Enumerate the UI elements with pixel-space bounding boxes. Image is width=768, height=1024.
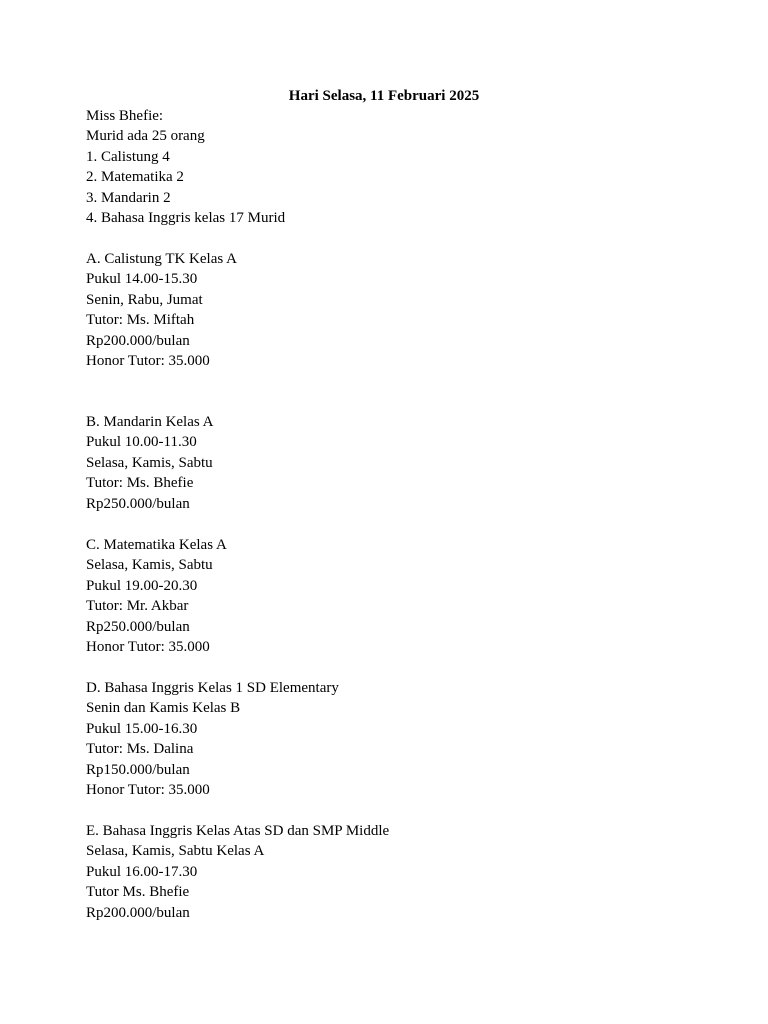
- section-line: Senin, Rabu, Jumat: [86, 292, 203, 308]
- intro-line: 1. Calistung 4: [86, 149, 170, 165]
- section-line: Rp200.000/bulan: [86, 905, 190, 921]
- intro-line: 4. Bahasa Inggris kelas 17 Murid: [86, 210, 286, 226]
- intro-line: Miss Bhefie:: [86, 108, 164, 124]
- section-heading: C. Matematika Kelas A: [86, 537, 227, 553]
- section-line: Honor Tutor: 35.000: [86, 353, 210, 369]
- section-line: Honor Tutor: 35.000: [86, 782, 210, 798]
- section-line: Tutor: Ms. Bhefie: [86, 475, 194, 491]
- section-heading: E. Bahasa Inggris Kelas Atas SD dan SMP Middle: [86, 823, 390, 839]
- section-line: Rp250.000/bulan: [86, 496, 190, 512]
- section-line: Rp200.000/bulan: [86, 333, 190, 349]
- section-line: Rp250.000/bulan: [86, 619, 190, 635]
- intro-line: 3. Mandarin 2: [86, 190, 171, 206]
- section-line: Tutor: Mr. Akbar: [86, 598, 189, 614]
- document-title: Hari Selasa, 11 Februari 2025: [288, 88, 480, 104]
- section-heading: B. Mandarin Kelas A: [86, 414, 214, 430]
- section-line: Selasa, Kamis, Sabtu: [86, 455, 213, 471]
- section-heading: D. Bahasa Inggris Kelas 1 SD Elementary: [86, 680, 339, 696]
- section-line: Rp150.000/bulan: [86, 762, 190, 778]
- section-line: Honor Tutor: 35.000: [86, 639, 210, 655]
- section-line: Selasa, Kamis, Sabtu: [86, 557, 213, 573]
- intro-line: 2. Matematika 2: [86, 169, 184, 185]
- section-line: Tutor: Ms. Miftah: [86, 312, 195, 328]
- section-line: Senin dan Kamis Kelas B: [86, 700, 241, 716]
- section-line: Tutor: Ms. Dalina: [86, 741, 194, 757]
- section-line: Pukul 14.00-15.30: [86, 271, 198, 287]
- section-line: Pukul 19.00-20.30: [86, 578, 198, 594]
- section-heading: A. Calistung TK Kelas A: [86, 251, 237, 267]
- section-line: Pukul 10.00-11.30: [86, 434, 197, 450]
- section-line: Selasa, Kamis, Sabtu Kelas A: [86, 843, 265, 859]
- section-line: Pukul 15.00-16.30: [86, 721, 198, 737]
- intro-line: Murid ada 25 orang: [86, 128, 205, 144]
- section-line: Tutor Ms. Bhefie: [86, 884, 190, 900]
- section-line: Pukul 16.00-17.30: [86, 864, 198, 880]
